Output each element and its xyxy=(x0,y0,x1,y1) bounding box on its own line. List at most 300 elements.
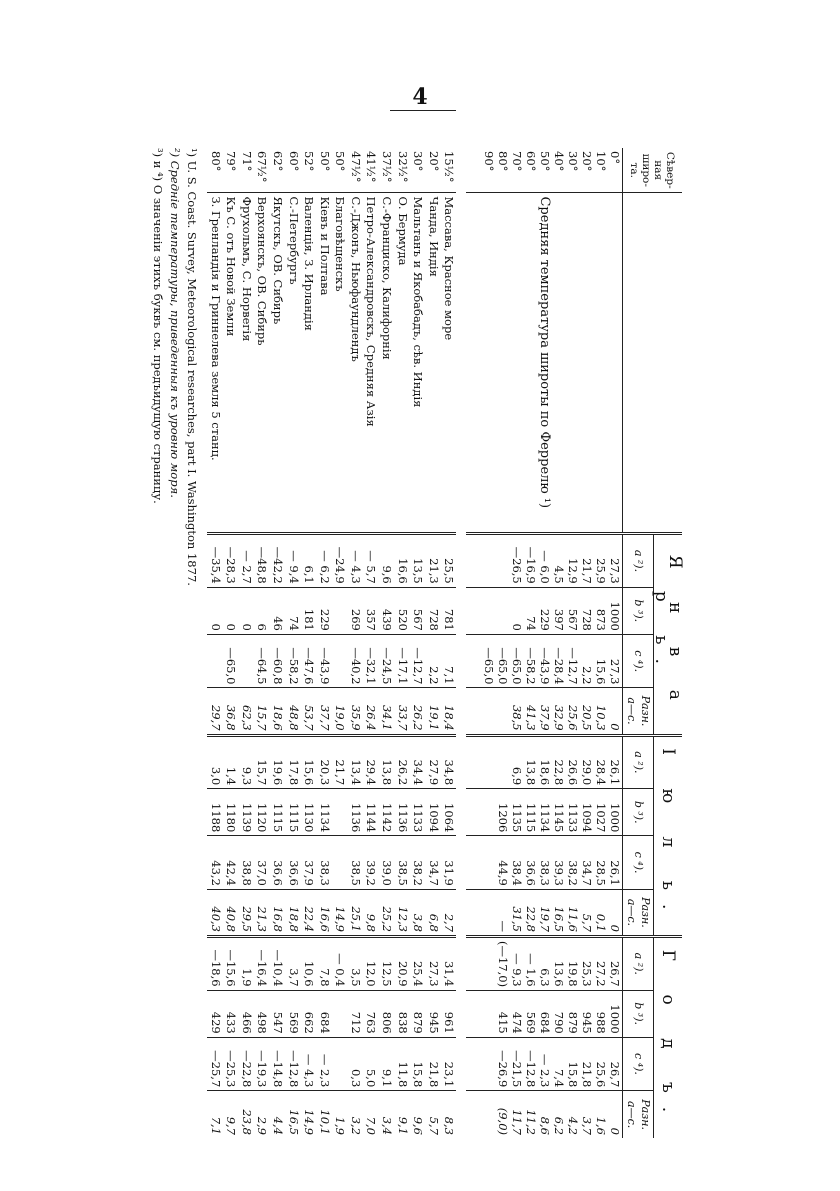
ferrel-cell: 41,3 xyxy=(524,704,538,731)
ferrel-cell: 13,6 xyxy=(552,960,566,987)
ferrel-cell: 39,3 xyxy=(552,860,566,886)
station-value: 12,0 xyxy=(363,937,379,991)
station-value: 1,9 xyxy=(332,1091,348,1138)
station-row xyxy=(207,148,223,1138)
station-value: 22,4 xyxy=(301,889,317,936)
station-name: Чанда, Индія xyxy=(425,193,441,534)
ferrel-cell xyxy=(482,591,496,631)
jul-a-header: a ²). xyxy=(623,735,654,789)
ferrel-cell: 1027 xyxy=(594,803,608,833)
station-value: 34,7 xyxy=(425,836,441,890)
station-value: 25,1 xyxy=(347,889,363,936)
station-value: 16,6 xyxy=(394,534,410,588)
station-latitude: 32½° xyxy=(395,151,410,183)
station-value: —24,9 xyxy=(332,534,348,588)
station-value: 5,7 xyxy=(425,1091,441,1138)
ferrel-cell: 567 xyxy=(566,608,580,631)
station-value: 19,6 xyxy=(269,735,285,789)
ferrel-cell xyxy=(496,691,510,730)
ferrel-cell: 26,7 xyxy=(608,960,622,987)
ferrel-cell: 26,7 xyxy=(608,1061,622,1088)
station-value: 429 xyxy=(207,990,223,1037)
ferrel-column xyxy=(466,587,622,634)
station-value: 37,0 xyxy=(254,836,270,890)
ferrel-cell: 6,9 xyxy=(510,766,524,786)
page-number-rule xyxy=(390,110,456,111)
station-value: 21,7 xyxy=(332,735,348,789)
station-value: —32,1 xyxy=(363,634,379,688)
station-row xyxy=(394,148,410,1138)
ferrel-cell: 15,6 xyxy=(594,658,608,685)
station-value: —17,1 xyxy=(394,634,410,688)
footnotes xyxy=(140,148,200,1138)
station-value: 5,0 xyxy=(363,1037,379,1091)
station-value: 27,9 xyxy=(425,735,441,789)
ferrel-cell: 29,0 xyxy=(580,759,594,786)
ferrel-cell: 11,2 xyxy=(524,1109,538,1135)
ferrel-cell: 684 xyxy=(538,1011,552,1034)
station-value: 37,7 xyxy=(316,688,332,735)
ferrel-cell: 569 xyxy=(524,1011,538,1034)
station-value: 18,4 xyxy=(441,688,457,735)
station-value: —14,8 xyxy=(269,1037,285,1091)
station-value: 0 xyxy=(207,587,223,634)
ferrel-cell: 11,6 xyxy=(566,906,580,932)
station-value xyxy=(238,634,254,688)
station-value: 15,7 xyxy=(254,735,270,789)
station-value: 547 xyxy=(269,990,285,1037)
station-value: —24,5 xyxy=(378,634,394,688)
station-latitude: 79° xyxy=(224,151,239,172)
ferrel-latitudes xyxy=(466,148,622,193)
station-row xyxy=(285,148,301,1138)
ferrel-latitude: 10° xyxy=(594,151,608,172)
station-value: —28,3 xyxy=(223,534,239,588)
station-value: 1115 xyxy=(285,789,301,836)
ferrel-cell: 873 xyxy=(594,608,608,631)
station-value: 7,1 xyxy=(441,634,457,688)
ferrel-cell: 0,1 xyxy=(594,913,608,932)
ferrel-cell: —65,0 xyxy=(482,647,496,685)
ferrel-cell: 1134 xyxy=(538,803,552,833)
station-value: —42,2 xyxy=(269,534,285,588)
ferrel-cell: 1000 xyxy=(608,601,622,631)
ferrel-cell: 19,7 xyxy=(538,906,552,932)
ferrel-latitude: 80° xyxy=(496,151,510,172)
station-value: 569 xyxy=(285,990,301,1037)
ferrel-cell: 1145 xyxy=(552,803,566,833)
ferrel-cell: 25,3 xyxy=(580,960,594,987)
station-value: —65,0 xyxy=(223,634,239,688)
yr-b-header: b ³). xyxy=(623,990,654,1037)
station-latitude: 41½° xyxy=(364,151,379,183)
station-value: 53,7 xyxy=(301,688,317,735)
station-value: 1094 xyxy=(425,789,441,836)
station-value: 43,2 xyxy=(207,836,223,890)
ferrel-cell: 5,7 xyxy=(580,913,594,932)
station-value: 433 xyxy=(223,990,239,1037)
station-value: 14,9 xyxy=(301,1091,317,1138)
station-name: З. Гренландія и Гриннелева земля 5 станц. xyxy=(207,193,223,534)
jan-c-header: c ⁴). xyxy=(623,634,654,688)
station-value: 38,8 xyxy=(238,836,254,890)
station-name: С.-Франциско, Калифорнія xyxy=(378,193,394,534)
station-value: — 0,4 xyxy=(332,937,348,991)
station-latitude: 60° xyxy=(286,151,301,172)
ferrel-column xyxy=(466,688,622,735)
station-value: —10,4 xyxy=(269,937,285,991)
ferrel-cell xyxy=(482,1094,496,1135)
table-body xyxy=(207,148,623,1138)
ferrel-cell: 25,6 xyxy=(566,704,580,731)
station-value: 35,9 xyxy=(347,688,363,735)
station-value: 0,3 xyxy=(347,1037,363,1091)
station-value: 3,4 xyxy=(378,1091,394,1138)
ferrel-cell: —26,5 xyxy=(510,546,524,584)
station-value: 13,8 xyxy=(378,735,394,789)
station-value: 1130 xyxy=(301,789,317,836)
station-value: 26,2 xyxy=(394,735,410,789)
station-value: 2,2 xyxy=(425,634,441,688)
station-latitude: 71° xyxy=(239,151,254,172)
ferrel-cell: —21,5 xyxy=(510,1050,524,1088)
station-value: 12,3 xyxy=(394,889,410,936)
ferrel-cell: 0 xyxy=(608,924,622,932)
station-value: 74 xyxy=(285,587,301,634)
ferrel-cell: —65,0 xyxy=(496,647,510,685)
station-name: Массава, Красное море xyxy=(441,193,457,534)
ferrel-cell: 988 xyxy=(594,1011,608,1034)
station-name: С.-Петербургъ xyxy=(285,193,301,534)
ferrel-cell: —28,4 xyxy=(552,647,566,685)
ferrel-cell xyxy=(496,591,510,631)
station-value: —12,7 xyxy=(410,634,426,688)
station-value: 13,5 xyxy=(410,534,426,588)
yr-c-header: c ⁴). xyxy=(623,1037,654,1091)
ferrel-cell xyxy=(496,740,510,786)
station-value: 38,5 xyxy=(347,836,363,890)
station-value: 6,8 xyxy=(425,889,441,936)
jan-a-header: a ²). xyxy=(623,534,654,588)
ferrel-column xyxy=(466,789,622,836)
ferrel-cell: 38,5 xyxy=(510,704,524,731)
ferrel-block-row xyxy=(466,148,622,1138)
ferrel-latitude: 30° xyxy=(566,151,580,172)
station-value: —47,6 xyxy=(301,634,317,688)
station-value: 62,3 xyxy=(238,688,254,735)
station-value: 16,8 xyxy=(269,889,285,936)
station-value: 27,3 xyxy=(425,937,441,991)
station-row xyxy=(410,148,426,1138)
station-value: 38,5 xyxy=(394,836,410,890)
station-value xyxy=(332,1037,348,1091)
ferrel-cell: —43,9 xyxy=(538,647,552,685)
station-value: 21,3 xyxy=(425,534,441,588)
station-value: 15,8 xyxy=(410,1037,426,1091)
station-value: 36,6 xyxy=(285,836,301,890)
station-value: 23,8 xyxy=(238,1091,254,1138)
latitude-header: Сѣвер-ная широ-та. xyxy=(623,148,683,193)
january-header: Я н в а р ь. xyxy=(654,534,683,735)
ferrel-cell: (9,0) xyxy=(496,1107,510,1135)
station-value: 42,4 xyxy=(223,836,239,890)
station-value: 25,5 xyxy=(441,534,457,588)
station-value: 10,6 xyxy=(301,937,317,991)
ferrel-cell: 34,7 xyxy=(580,860,594,886)
station-value: 7,1 xyxy=(207,1091,223,1138)
station-latitude: 50° xyxy=(333,151,348,172)
ferrel-cell: 1094 xyxy=(580,803,594,833)
station-value: 7,0 xyxy=(363,1091,379,1138)
station-row xyxy=(238,148,254,1138)
ferrel-cell: 1000 xyxy=(608,1004,622,1034)
station-value: 29,7 xyxy=(207,688,223,735)
station-value xyxy=(332,634,348,688)
spacer-cell xyxy=(456,148,466,1138)
ferrel-cell: 1133 xyxy=(566,803,580,833)
station-value: 31,9 xyxy=(441,836,457,890)
ferrel-cell: 4,5 xyxy=(552,565,566,584)
location-header-blank xyxy=(623,193,683,534)
station-value: 29,4 xyxy=(363,735,379,789)
ferrel-cell: 37,9 xyxy=(538,704,552,731)
station-row xyxy=(332,148,348,1138)
station-value: — 9,4 xyxy=(285,534,301,588)
ferrel-cell: 229 xyxy=(538,608,552,631)
station-value: 12,5 xyxy=(378,937,394,991)
ferrel-latitude: 60° xyxy=(524,151,538,172)
station-row xyxy=(254,148,270,1138)
ferrel-cell: 7,4 xyxy=(552,1068,566,1088)
ferrel-cell: 28,5 xyxy=(594,860,608,886)
station-value: 9,6 xyxy=(378,534,394,588)
ferrel-column xyxy=(466,889,622,936)
station-value: 781 xyxy=(441,587,457,634)
station-value: 1133 xyxy=(410,789,426,836)
ferrel-cell: 20,5 xyxy=(580,704,594,731)
ferrel-cell: 0 xyxy=(510,623,524,631)
station-value: 38,2 xyxy=(410,836,426,890)
station-value: 684 xyxy=(316,990,332,1037)
ferrel-latitude: 70° xyxy=(510,151,524,172)
ferrel-cell: 8,6 xyxy=(538,1116,552,1135)
ferrel-cell: 2,2 xyxy=(580,666,594,685)
ferrel-cell: 26,1 xyxy=(608,759,622,786)
station-value xyxy=(332,836,348,890)
station-value: 17,8 xyxy=(285,735,301,789)
station-value: 3,2 xyxy=(347,1091,363,1138)
station-value: —43,9 xyxy=(316,634,332,688)
station-value: —16,4 xyxy=(254,937,270,991)
ferrel-cell xyxy=(482,941,496,987)
station-value: 15,6 xyxy=(301,735,317,789)
station-latitude: 37½° xyxy=(379,151,394,183)
station-value: 20,9 xyxy=(394,937,410,991)
ferrel-latitude: 50° xyxy=(538,151,552,172)
ferrel-cell: 22,8 xyxy=(552,759,566,786)
station-value: 34,4 xyxy=(410,735,426,789)
station-value: 1115 xyxy=(269,789,285,836)
station-value: 498 xyxy=(254,990,270,1037)
station-value: 6,1 xyxy=(301,534,317,588)
station-name: С.-Джонъ, Ньюфаундлендъ xyxy=(347,193,363,534)
station-value: 229 xyxy=(316,587,332,634)
station-value: 466 xyxy=(238,990,254,1037)
station-value: 8,3 xyxy=(441,1091,457,1138)
ferrel-column xyxy=(466,937,622,991)
station-value: 19,0 xyxy=(332,688,348,735)
station-value: —22,8 xyxy=(238,1037,254,1091)
ferrel-latitude: 40° xyxy=(552,151,566,172)
ferrel-cell xyxy=(482,994,496,1034)
station-latitude: 80° xyxy=(208,151,223,172)
ferrel-column xyxy=(466,990,622,1037)
station-value: — 5,7 xyxy=(363,534,379,588)
station-value: —25,7 xyxy=(207,1037,223,1091)
ferrel-cell: 15,8 xyxy=(566,1061,580,1088)
station-value: 23,1 xyxy=(441,1037,457,1091)
station-value: 3,7 xyxy=(285,937,301,991)
station-value xyxy=(332,587,348,634)
station-value: —25,3 xyxy=(223,1037,239,1091)
ferrel-cell: — 2,3 xyxy=(538,1053,552,1088)
station-value: 1,4 xyxy=(223,735,239,789)
station-value: —19,3 xyxy=(254,1037,270,1091)
jan-diff-header: Разн. a—c. xyxy=(623,688,654,735)
station-value: 16,6 xyxy=(316,889,332,936)
ferrel-cell: 4,2 xyxy=(566,1116,580,1135)
station-value: 3,5 xyxy=(347,937,363,991)
station-value: 520 xyxy=(394,587,410,634)
ferrel-column xyxy=(466,1091,622,1138)
temperature-table xyxy=(207,148,685,1138)
station-row xyxy=(378,148,394,1138)
station-value: 1188 xyxy=(207,789,223,836)
station-value: 25,2 xyxy=(378,889,394,936)
station-value: 439 xyxy=(378,587,394,634)
station-value: 9,6 xyxy=(410,1091,426,1138)
station-value: 15,7 xyxy=(254,688,270,735)
station-row xyxy=(441,148,457,1138)
ferrel-cell: 879 xyxy=(566,1011,580,1034)
station-name: Благовѣщенскъ xyxy=(332,193,348,534)
station-value: —48,8 xyxy=(254,534,270,588)
station-value: 37,9 xyxy=(301,836,317,890)
ferrel-cell: —12,8 xyxy=(524,1050,538,1088)
station-value: 961 xyxy=(441,990,457,1037)
footnote-2: ²) Средніе температуры, приведенныя къ уровню моря. xyxy=(168,148,182,498)
station-value: — 4,3 xyxy=(301,1037,317,1091)
station-value: 181 xyxy=(301,587,317,634)
station-value: 2,7 xyxy=(441,889,457,936)
spacer-row xyxy=(456,148,466,1138)
ferrel-cell: 1,6 xyxy=(594,1116,608,1135)
station-value: 9,8 xyxy=(363,889,379,936)
station-value: — 2,3 xyxy=(316,1037,332,1091)
station-value: 728 xyxy=(425,587,441,634)
station-latitude: 30° xyxy=(411,151,426,172)
jul-diff-header: Разн. a—c. xyxy=(623,889,654,936)
station-row xyxy=(269,148,285,1138)
station-value: 7,8 xyxy=(316,937,332,991)
ferrel-cell: 12,9 xyxy=(566,558,580,584)
ferrel-cell: 28,4 xyxy=(594,759,608,786)
ferrel-label: Средняя температура широты по Феррелю ¹) xyxy=(537,196,553,509)
ferrel-cell xyxy=(482,740,496,786)
station-value: 3,0 xyxy=(207,735,223,789)
station-value: 48,8 xyxy=(285,688,301,735)
station-value: 269 xyxy=(347,587,363,634)
station-value: 1064 xyxy=(441,789,457,836)
station-value: — 6,2 xyxy=(316,534,332,588)
ferrel-cell: 415 xyxy=(496,1011,510,1034)
station-value xyxy=(207,634,223,688)
ferrel-latitude: 20° xyxy=(580,151,594,172)
ferrel-cell: 44,9 xyxy=(496,860,510,886)
ferrel-cell: 27,3 xyxy=(608,558,622,584)
station-value: 40,3 xyxy=(207,889,223,936)
station-value: 21,8 xyxy=(425,1037,441,1091)
ferrel-cell: 0 xyxy=(608,723,622,731)
station-value: 34,8 xyxy=(441,735,457,789)
station-value: 1,9 xyxy=(238,937,254,991)
ferrel-column xyxy=(466,634,622,688)
ferrel-cell: 6,2 xyxy=(552,1116,566,1135)
ferrel-cell: 3,7 xyxy=(580,1116,594,1135)
station-latitude: 67½° xyxy=(255,151,270,183)
ferrel-cell: 25,6 xyxy=(594,1061,608,1088)
station-value: 33,7 xyxy=(394,688,410,735)
station-value: —12,8 xyxy=(285,1037,301,1091)
ferrel-latitude: 0° xyxy=(608,151,622,165)
station-name: О. Бермуда xyxy=(394,193,410,534)
station-value: 26,2 xyxy=(410,688,426,735)
station-value: —64,5 xyxy=(254,634,270,688)
station-value: 20,3 xyxy=(316,735,332,789)
jan-b-header: b ³). xyxy=(623,587,654,634)
station-value: 945 xyxy=(425,990,441,1037)
station-value: 25,4 xyxy=(410,937,426,991)
station-value: 1139 xyxy=(238,789,254,836)
station-latitude: 20° xyxy=(426,151,441,172)
station-row xyxy=(301,148,317,1138)
ferrel-cell: 21,7 xyxy=(580,558,594,584)
ferrel-cell: 0 xyxy=(608,1127,622,1135)
station-name: Кіевъ и Полтава xyxy=(316,193,332,534)
ferrel-cell: —12,7 xyxy=(566,647,580,685)
station-latitude: 15½° xyxy=(442,151,457,183)
station-value: 879 xyxy=(410,990,426,1037)
ferrel-cell: 10,3 xyxy=(594,704,608,731)
ferrel-cell: 21,8 xyxy=(580,1061,594,1088)
station-value: 3,8 xyxy=(410,889,426,936)
ferrel-cell: 25,9 xyxy=(594,558,608,584)
ferrel-cell: 27,3 xyxy=(608,658,622,685)
ferrel-label-cell xyxy=(466,193,622,534)
station-name: Валенція, З. Ирландія xyxy=(301,193,317,534)
station-latitude: 50° xyxy=(317,151,332,172)
station-latitude: 47½° xyxy=(348,151,363,183)
station-latitude: 52° xyxy=(302,151,317,172)
ferrel-cell: 38,4 xyxy=(510,860,524,886)
station-name: Къ С. отъ Новой Земли xyxy=(223,193,239,534)
ferrel-cell: 38,3 xyxy=(538,860,552,886)
station-row xyxy=(363,148,379,1138)
station-name: Верхоянскъ, ОВ. Сибирь xyxy=(254,193,270,534)
station-value: 9,1 xyxy=(394,1091,410,1138)
station-value: 567 xyxy=(410,587,426,634)
ferrel-cell: 16,5 xyxy=(552,906,566,932)
